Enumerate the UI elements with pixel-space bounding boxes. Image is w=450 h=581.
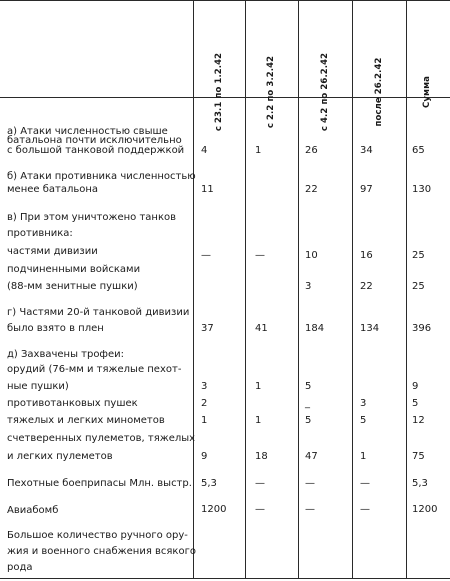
cell-value: 5 bbox=[305, 415, 312, 426]
cell-value: 184 bbox=[305, 323, 325, 334]
row-label-line: было взято в плен bbox=[7, 323, 104, 334]
row-label-line: Авиабомб bbox=[7, 505, 59, 516]
col-divider-3 bbox=[352, 0, 353, 579]
row-label-line: б) Атаки противника численностью bbox=[7, 171, 196, 182]
cell-value: 2 bbox=[201, 398, 208, 409]
row-label-line: частями дивизии bbox=[7, 246, 98, 257]
cell-value: 1200 bbox=[412, 504, 438, 515]
row-label-line: Пехотные боеприпасы Млн. выстр. bbox=[7, 478, 192, 489]
row-label-line: подчиненными войсками bbox=[7, 264, 141, 275]
cell-value: 22 bbox=[305, 184, 318, 195]
row-label-line: счетверенных пулеметов, тяжелых bbox=[7, 433, 196, 444]
row-label-line: тяжелых и легких минометов bbox=[7, 415, 165, 426]
cell-value: 11 bbox=[201, 184, 214, 195]
row-label-line: д) Захвачены трофеи: bbox=[7, 349, 125, 360]
cell-value: 5 bbox=[412, 398, 419, 409]
cell-value: _ bbox=[305, 398, 310, 409]
table-bottom-border bbox=[0, 578, 450, 579]
cell-value: 22 bbox=[360, 281, 373, 292]
cell-value: — bbox=[305, 478, 315, 489]
row-label-line: жия и военного снабжения всякого bbox=[7, 546, 196, 557]
row-label-line: Большое количество ручного ору- bbox=[7, 530, 188, 541]
cell-value: — bbox=[255, 478, 265, 489]
col-divider-2 bbox=[298, 0, 299, 579]
row-label-line: с большой танковой поддержкой bbox=[7, 145, 185, 156]
row-label-line: в) При этом уничтожено танков bbox=[7, 212, 177, 223]
table-top-border bbox=[0, 0, 450, 1]
cell-value: 37 bbox=[201, 323, 214, 334]
cell-value: 12 bbox=[412, 415, 425, 426]
column-header-period-3: с 4.2 по 26.2.42 bbox=[320, 52, 330, 132]
row-label-line: орудий (76-мм и тяжелые пехот- bbox=[7, 364, 182, 375]
column-header-period-4: после 26.2.42 bbox=[374, 57, 384, 127]
cell-value: 47 bbox=[305, 451, 318, 462]
cell-value: 1200 bbox=[201, 504, 227, 515]
cell-value: 3 bbox=[201, 381, 208, 392]
cell-value: 1 bbox=[255, 145, 262, 156]
cell-value: 25 bbox=[412, 250, 425, 261]
col-divider-1 bbox=[245, 0, 246, 579]
cell-value: 34 bbox=[360, 145, 373, 156]
cell-value: 26 bbox=[305, 145, 318, 156]
row-label-line: противника: bbox=[7, 228, 73, 239]
cell-value: — bbox=[255, 250, 265, 261]
column-header-total: Сумма bbox=[422, 76, 432, 108]
cell-value: 10 bbox=[305, 250, 318, 261]
cell-value: 97 bbox=[360, 184, 373, 195]
cell-value: 1 bbox=[201, 415, 208, 426]
cell-value: 9 bbox=[412, 381, 419, 392]
row-label-line: рода bbox=[7, 562, 33, 573]
cell-value: 396 bbox=[412, 323, 432, 334]
cell-value: 3 bbox=[360, 398, 367, 409]
cell-value: 130 bbox=[412, 184, 432, 195]
cell-value: 134 bbox=[360, 323, 380, 334]
cell-value: 65 bbox=[412, 145, 425, 156]
cell-value: 1 bbox=[360, 451, 367, 462]
cell-value: 16 bbox=[360, 250, 373, 261]
cell-value: 75 bbox=[412, 451, 425, 462]
row-label-line: а) Атаки численностью свыше bbox=[7, 126, 168, 137]
row-label-line: менее батальона bbox=[7, 184, 99, 195]
cell-value: 5,3 bbox=[412, 478, 428, 489]
row-label-line: батальона почти исключительно bbox=[7, 135, 182, 146]
cell-value: 5 bbox=[360, 415, 367, 426]
cell-value: 5,3 bbox=[201, 478, 217, 489]
cell-value: 5 bbox=[305, 381, 312, 392]
row-label-line: (88-мм зенитные пушки) bbox=[7, 281, 138, 292]
column-header-period-1: с 23.1 по 1.2.42 bbox=[214, 52, 224, 132]
cell-value: 9 bbox=[201, 451, 208, 462]
row-label-line: и легких пулеметов bbox=[7, 451, 113, 462]
cell-value: 1 bbox=[255, 381, 262, 392]
cell-value: — bbox=[201, 250, 211, 261]
row-label-line: противотанковых пушек bbox=[7, 398, 138, 409]
col-divider-4 bbox=[406, 0, 407, 579]
cell-value: 25 bbox=[412, 281, 425, 292]
cell-value: — bbox=[305, 504, 315, 515]
row-label-line: ные пушки) bbox=[7, 381, 69, 392]
cell-value: 41 bbox=[255, 323, 268, 334]
col-divider-0 bbox=[193, 0, 194, 579]
row-label-line: г) Частями 20-й танковой дивизии bbox=[7, 307, 190, 318]
cell-value: 1 bbox=[255, 415, 262, 426]
cell-value: — bbox=[360, 478, 370, 489]
cell-value: — bbox=[360, 504, 370, 515]
cell-value: 18 bbox=[255, 451, 268, 462]
cell-value: 3 bbox=[305, 281, 312, 292]
column-header-period-2: с 2.2 по 3.2.42 bbox=[266, 55, 276, 129]
cell-value: 4 bbox=[201, 145, 208, 156]
cell-value: — bbox=[255, 504, 265, 515]
